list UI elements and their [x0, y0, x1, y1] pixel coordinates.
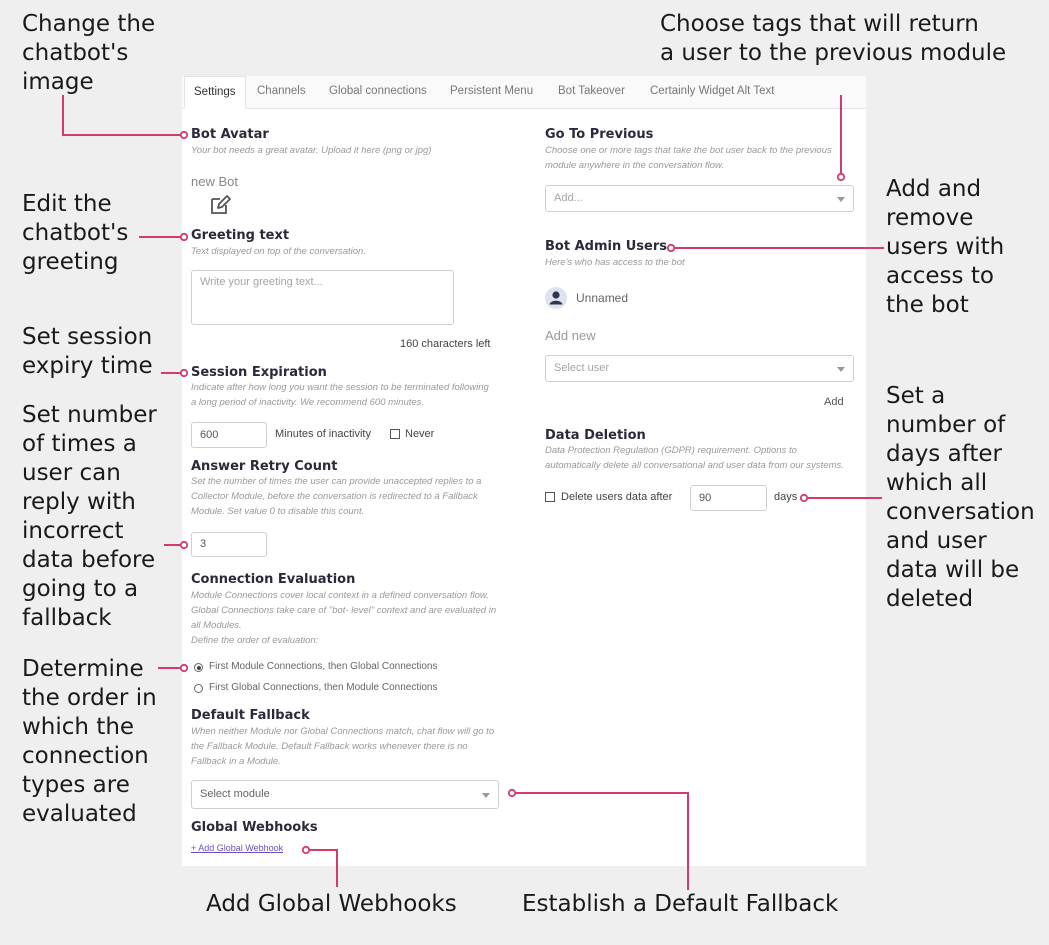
deletion-desc: Data Protection Regulation (GDPR) requirement. Options to automatically delete all conversational and user data from our systems. [545, 445, 844, 471]
never-label: Never [405, 428, 435, 440]
callout-tags: Choose tags that will return a user to the previous module [660, 11, 1007, 66]
admins-desc: Here's who has access to the bot [545, 257, 685, 268]
greeting-desc: Text displayed on top of the conversation. [191, 246, 366, 257]
tab-widget-alt-text[interactable]: Certainly Widget Alt Text [650, 85, 775, 97]
callout-greeting: Edit the chatbot's greeting [22, 191, 129, 275]
delete-data-label: Delete users data after [561, 491, 673, 503]
callout-webhooks: Add Global Webhooks [206, 891, 457, 917]
tab-global-connections[interactable]: Global connections [329, 85, 427, 97]
fallback-title: Default Fallback [191, 708, 310, 723]
deletion-days-input[interactable]: 90 [690, 485, 767, 511]
add-new-label: Add new [545, 328, 596, 343]
session-unit: Minutes of inactivity [275, 428, 371, 440]
callout-deletion: Set a number of days after which all conversation and user data will be deleted [886, 383, 1035, 612]
callout-order: Determine the order in which the connection types are evaluated [22, 656, 157, 827]
previous-placeholder: Add... [554, 192, 583, 204]
add-admin-button[interactable]: Add [824, 396, 844, 408]
chars-left: 160 characters left [400, 338, 491, 350]
session-title: Session Expiration [191, 365, 327, 380]
option-global-first: First Global Connections, then Module Connections [209, 682, 438, 693]
admin-user-name: Unnamed [576, 291, 629, 305]
retry-desc: Set the number of times the user can provide unaccepted replies to a Collector Module, before the conversation is redirected to a Fallback Module. Set value 0 to disable this count. [191, 476, 482, 517]
callout-session: Set session expiry time [22, 324, 153, 379]
callout-admins: Add and remove users with access to the bot [886, 176, 1005, 318]
callout-retry: Set number of times a user can reply with incorrect data before going to a fallback [22, 402, 157, 631]
admins-title: Bot Admin Users [545, 239, 667, 254]
webhooks-title: Global Webhooks [191, 820, 318, 835]
retry-title: Answer Retry Count [191, 459, 338, 474]
tab-settings[interactable]: Settings [184, 76, 246, 109]
select-user-placeholder: Select user [554, 362, 610, 374]
deletion-title: Data Deletion [545, 428, 646, 443]
session-input[interactable]: 600 [191, 422, 267, 448]
session-desc: Indicate after how long you want the session to be terminated following a long period of inactivity. We recommend 600 minutes. [191, 382, 489, 408]
bot-name: new Bot [191, 174, 238, 189]
callout-fallback: Establish a Default Fallback [522, 891, 839, 917]
tab-channels[interactable]: Channels [257, 85, 306, 97]
previous-desc: Choose one or more tags that take the bot user back to the previous module anywhere in the conversation flow. [545, 145, 832, 171]
bot-avatar-desc: Your bot needs a great avatar. Upload it here (png or jpg) [191, 145, 432, 156]
fallback-placeholder: Select module [200, 788, 270, 800]
deletion-days-unit: days [774, 491, 798, 503]
tab-bot-takeover[interactable]: Bot Takeover [558, 85, 625, 97]
bot-avatar-title: Bot Avatar [191, 127, 269, 142]
add-webhook-link[interactable]: + Add Global Webhook [191, 843, 284, 853]
evaluation-desc: Module Connections cover local context in a defined conversation flow. Global Connections take care of "bot- level" context and are evaluated in all Modules. Define the order of evaluation: [191, 590, 497, 646]
greeting-title: Greeting text [191, 228, 290, 243]
evaluation-title: Connection Evaluation [191, 572, 356, 587]
previous-title: Go To Previous [545, 127, 654, 142]
callout-avatar: Change the chatbot's image [22, 11, 156, 95]
option-module-first: First Module Connections, then Global Connections [209, 661, 438, 672]
greeting-placeholder: Write your greeting text... [200, 276, 323, 288]
retry-input[interactable]: 3 [191, 532, 267, 557]
fallback-desc: When neither Module nor Global Connections match, chat flow will go to the Fallback Module. Default Fallback works whenever there is no Fallback in a Module. [191, 726, 495, 767]
tab-persistent-menu[interactable]: Persistent Menu [450, 85, 534, 97]
